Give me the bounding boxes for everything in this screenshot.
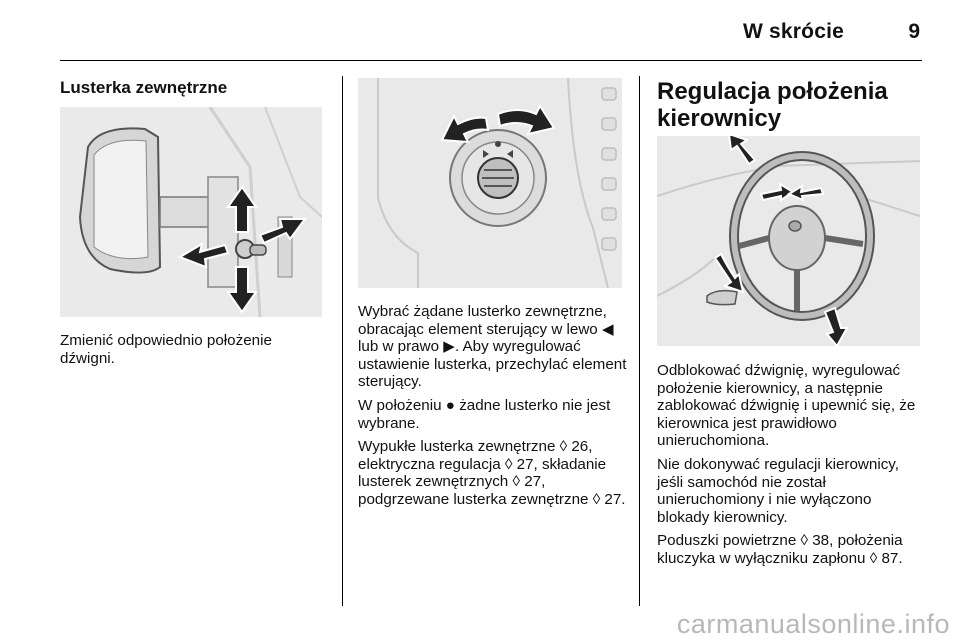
column-divider-2 (639, 76, 640, 606)
paragraph-mirror-references: Wypukłe lusterka zewnętrzne ◊ 26, elektryczna regulacja ◊ 27, składanie lusterek zewnętrznych ◊ 27, podgrzewane lusterka zewnętrzne ◊ 27. (358, 438, 626, 508)
paragraph-steering-warning: Nie dokonywać regulacji kierownicy, jeśli samochód nie został unieruchomiony i nie wyłączono blokady kierownicy. (657, 455, 899, 526)
figure-mirror-control (358, 78, 622, 288)
page-number: 9 (908, 20, 920, 43)
column-1-text (60, 332, 330, 373)
page-header (60, 14, 922, 58)
column-2-text (358, 303, 630, 515)
section-heading-mirrors: Lusterka zewnętrzne (60, 78, 228, 97)
header-title: W skrócie (742, 20, 844, 43)
figure-mirror-lever (60, 107, 322, 317)
paragraph-unlock-lever: Odblokować dźwignię, wyregulować położenie kierownicy, a następnie zablokować dźwignię i upewnić się, że kierownica jest prawidłowo unieruchomiona. (657, 362, 916, 450)
section-heading-steering: Regulacja położenia kierownicy (657, 78, 888, 132)
paragraph-steering-references: Poduszki powietrzne ◊ 38, położenia kluczyka w wyłączniku zapłonu ◊ 87. (657, 532, 903, 567)
figure-steering-wheel (657, 136, 920, 346)
paragraph-neutral-position: W położeniu ● żadne lusterko nie jest wybrane. (358, 396, 611, 432)
paragraph-mirror-lever: Zmienić odpowiednio położenie dźwigni. (60, 332, 272, 367)
header-rule (60, 60, 922, 61)
column-3 (657, 78, 922, 132)
paragraph-select-mirror: Wybrać żądane lusterko zewnętrzne, obracając element sterujący w lewo ◀ lub w prawo ▶. Aby wyregulować ustawienie lusterka, przechylać element sterujący. (358, 303, 627, 391)
column-3-text (657, 362, 922, 574)
column-1 (60, 78, 330, 98)
column-divider-1 (342, 76, 343, 606)
watermark: carmanualsonline.info (676, 609, 950, 639)
